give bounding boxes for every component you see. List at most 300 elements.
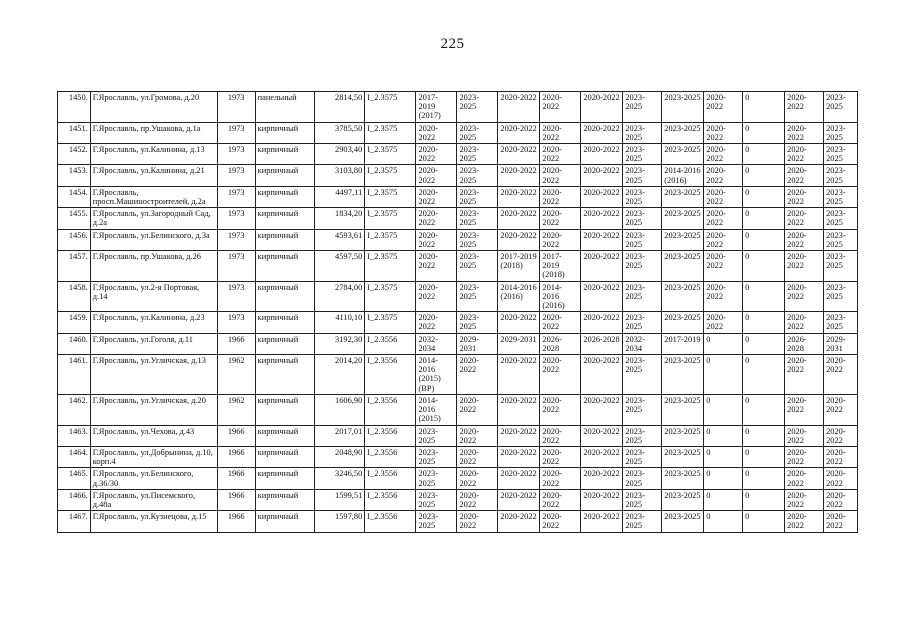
repair-period-cell: 2020-2022 xyxy=(498,468,540,489)
zero-cell: 0 xyxy=(743,281,785,312)
table-row xyxy=(58,92,858,123)
address-cell: Г.Ярославль, ул.2-я Портовая, д.14 xyxy=(90,281,217,312)
repair-period-cell: 2023-2025 xyxy=(662,251,704,282)
repair-period-cell: 2023-2025 xyxy=(623,144,662,165)
address-cell: Г.Ярославль, просп.Машиностроителей, д.2а xyxy=(90,186,217,207)
zero-cell: 0 xyxy=(743,229,785,250)
zero-cell: 0 xyxy=(743,186,785,207)
repair-period-cell: 2023-2025 xyxy=(662,229,704,250)
page-number: 225 xyxy=(440,36,465,52)
repair-period-cell: 2023-2025 xyxy=(623,425,662,446)
repair-period-cell: 2020-2022 xyxy=(498,144,540,165)
repair-period-cell: 2020-2022 xyxy=(498,312,540,333)
repair-period-cell: 2023-2025 xyxy=(662,511,704,532)
table-row xyxy=(58,251,858,282)
repair-period-cell: 2023-2025 xyxy=(416,468,457,489)
year-cell: 1962 xyxy=(217,394,255,425)
repair-period-cell: 2023-2025 xyxy=(623,92,662,123)
repair-period-cell: 2020-2022 xyxy=(540,394,581,425)
repair-period-cell: 2020-2022 xyxy=(540,144,581,165)
repair-period-cell: 2020-2022 xyxy=(416,144,457,165)
repair-period-cell: 2023-2025 xyxy=(824,281,858,312)
row-number-cell: 1461. xyxy=(58,355,91,395)
repair-period-cell: 2020-2022 xyxy=(824,355,858,395)
repair-period-cell: 0 xyxy=(704,394,743,425)
year-cell: 1973 xyxy=(217,229,255,250)
area-cell: 4497,11 xyxy=(315,186,365,207)
repair-period-cell: 2014-2016 (2016) xyxy=(540,281,581,312)
repair-period-cell: 2020-2022 xyxy=(824,511,858,532)
area-cell: 2784,00 xyxy=(315,281,365,312)
repair-period-cell: 2020-2022 xyxy=(416,312,457,333)
repair-period-cell: 2020-2022 xyxy=(540,468,581,489)
area-cell: 2017,01 xyxy=(315,425,365,446)
repair-period-cell: 2023-2025 xyxy=(824,251,858,282)
table-row xyxy=(58,144,858,165)
repair-period-cell: 2020-2022 xyxy=(498,208,540,229)
repair-period-cell: 2020-2022 xyxy=(824,468,858,489)
repair-period-cell: 2020-2022 xyxy=(704,208,743,229)
row-number-cell: 1465. xyxy=(58,468,91,489)
address-cell: Г.Ярославль, ул.Писемского, д.48а xyxy=(90,489,217,510)
code-cell: I_2.3556 xyxy=(365,446,416,467)
area-cell: 3246,50 xyxy=(315,468,365,489)
repair-period-cell: 2020-2022 xyxy=(581,92,623,123)
area-cell: 3103,80 xyxy=(315,165,365,186)
row-number-cell: 1457. xyxy=(58,251,91,282)
repair-period-cell: 2026-2028 xyxy=(785,333,824,354)
wall-material-cell: кирпичный xyxy=(255,122,314,143)
repair-period-cell: 2020-2022 xyxy=(581,165,623,186)
zero-cell: 0 xyxy=(743,92,785,123)
repair-period-cell: 2026-2028 xyxy=(581,333,623,354)
area-cell: 2903,40 xyxy=(315,144,365,165)
repair-period-cell: 0 xyxy=(704,333,743,354)
address-cell: Г.Ярославль, ул.Белинского, д.36/30 xyxy=(90,468,217,489)
repair-period-cell: 2023-2025 xyxy=(662,92,704,123)
repair-period-cell: 2020-2022 xyxy=(457,394,498,425)
repair-period-cell: 2023-2025 xyxy=(457,281,498,312)
repair-period-cell: 2017-2019 (2017) xyxy=(416,92,457,123)
wall-material-cell: кирпичный xyxy=(255,208,314,229)
repair-period-cell: 2020-2022 xyxy=(824,425,858,446)
repair-period-cell: 2023-2025 xyxy=(824,122,858,143)
repair-period-cell: 2020-2022 xyxy=(785,489,824,510)
address-cell: Г.Ярославль, ул.Угличская, д.13 xyxy=(90,355,217,395)
year-cell: 1973 xyxy=(217,251,255,282)
repair-period-cell: 2020-2022 xyxy=(785,468,824,489)
repair-period-cell: 2020-2022 xyxy=(824,394,858,425)
wall-material-cell: кирпичный xyxy=(255,333,314,354)
repair-period-cell: 2017-2019 xyxy=(662,333,704,354)
repair-period-cell: 2029-2031 xyxy=(457,333,498,354)
repair-period-cell: 2023-2025 xyxy=(824,186,858,207)
repair-period-cell: 2023-2025 xyxy=(662,355,704,395)
address-cell: Г.Ярославль, ул.Белинского, д.3а xyxy=(90,229,217,250)
wall-material-cell: кирпичный xyxy=(255,511,314,532)
repair-period-cell: 2020-2022 xyxy=(581,446,623,467)
repair-period-cell: 2020-2022 xyxy=(581,144,623,165)
housing-register-table xyxy=(57,91,858,533)
repair-period-cell: 2020-2022 xyxy=(785,394,824,425)
code-cell: I_2.3556 xyxy=(365,394,416,425)
zero-cell: 0 xyxy=(743,489,785,510)
repair-period-cell: 2020-2022 xyxy=(498,425,540,446)
repair-period-cell: 2020-2022 xyxy=(785,251,824,282)
repair-period-cell: 2020-2022 xyxy=(704,186,743,207)
repair-period-cell: 2014-2016 (2016) xyxy=(498,281,540,312)
year-cell: 1966 xyxy=(217,489,255,510)
year-cell: 1966 xyxy=(217,468,255,489)
repair-period-cell: 2023-2025 xyxy=(662,394,704,425)
repair-period-cell: 2023-2025 xyxy=(623,394,662,425)
address-cell: Г.Ярославль, ул.Угличская, д.20 xyxy=(90,394,217,425)
repair-period-cell: 2023-2025 xyxy=(457,251,498,282)
row-number-cell: 1451. xyxy=(58,122,91,143)
repair-period-cell: 0 xyxy=(704,425,743,446)
repair-period-cell: 2020-2022 xyxy=(416,208,457,229)
repair-period-cell: 2020-2022 xyxy=(540,186,581,207)
repair-period-cell: 2020-2022 xyxy=(704,92,743,123)
repair-period-cell: 2020-2022 xyxy=(540,355,581,395)
wall-material-cell: кирпичный xyxy=(255,489,314,510)
repair-period-cell: 2020-2022 xyxy=(416,229,457,250)
table-row xyxy=(58,165,858,186)
code-cell: I_2.3556 xyxy=(365,468,416,489)
repair-period-cell: 2020-2022 xyxy=(785,92,824,123)
repair-period-cell: 2020-2022 xyxy=(498,446,540,467)
area-cell: 2048,90 xyxy=(315,446,365,467)
address-cell: Г.Ярославль, ул.Калинина, д.13 xyxy=(90,144,217,165)
zero-cell: 0 xyxy=(743,468,785,489)
repair-period-cell: 2023-2025 xyxy=(623,208,662,229)
repair-period-cell: 2014-2016 (2016) xyxy=(662,165,704,186)
repair-period-cell: 2020-2022 xyxy=(581,489,623,510)
area-cell: 2014,20 xyxy=(315,355,365,395)
area-cell: 1599,51 xyxy=(315,489,365,510)
repair-period-cell: 2020-2022 xyxy=(498,165,540,186)
repair-period-cell: 0 xyxy=(704,511,743,532)
repair-period-cell: 2023-2025 xyxy=(457,165,498,186)
repair-period-cell: 2020-2022 xyxy=(785,208,824,229)
repair-period-cell: 2020-2022 xyxy=(498,355,540,395)
repair-period-cell: 2020-2022 xyxy=(498,511,540,532)
repair-period-cell: 2020-2022 xyxy=(581,312,623,333)
repair-period-cell: 2020-2022 xyxy=(581,394,623,425)
repair-period-cell: 2020-2022 xyxy=(416,165,457,186)
repair-period-cell: 2020-2022 xyxy=(498,229,540,250)
repair-period-cell: 2023-2025 xyxy=(824,144,858,165)
wall-material-cell: кирпичный xyxy=(255,425,314,446)
zero-cell: 0 xyxy=(743,394,785,425)
table-row xyxy=(58,489,858,510)
repair-period-cell: 2023-2025 xyxy=(662,208,704,229)
repair-period-cell: 2023-2025 xyxy=(824,92,858,123)
zero-cell: 0 xyxy=(743,425,785,446)
repair-period-cell: 2020-2022 xyxy=(581,355,623,395)
repair-period-cell: 2020-2022 xyxy=(704,281,743,312)
repair-period-cell: 2020-2022 xyxy=(824,446,858,467)
address-cell: Г.Ярославль, ул.Чехова, д.43 xyxy=(90,425,217,446)
address-cell: Г.Ярославль, ул.Громова, д.20 xyxy=(90,92,217,123)
address-cell: Г.Ярославль, ул.Добрынина, д.10, корп.4 xyxy=(90,446,217,467)
repair-period-cell: 0 xyxy=(704,468,743,489)
repair-period-cell: 2020-2022 xyxy=(498,92,540,123)
area-cell: 1606,90 xyxy=(315,394,365,425)
repair-period-cell: 2017-2019 (2018) xyxy=(540,251,581,282)
repair-period-cell: 2020-2022 xyxy=(581,122,623,143)
table-row xyxy=(58,425,858,446)
repair-period-cell: 2023-2025 xyxy=(623,186,662,207)
repair-period-cell: 2020-2022 xyxy=(540,446,581,467)
wall-material-cell: кирпичный xyxy=(255,355,314,395)
year-cell: 1973 xyxy=(217,92,255,123)
repair-period-cell: 2020-2022 xyxy=(581,208,623,229)
repair-period-cell: 2023-2025 xyxy=(623,122,662,143)
repair-period-cell: 2029-2031 xyxy=(824,333,858,354)
wall-material-cell: кирпичный xyxy=(255,446,314,467)
repair-period-cell: 2023-2025 xyxy=(662,122,704,143)
year-cell: 1962 xyxy=(217,355,255,395)
table-row xyxy=(58,229,858,250)
repair-period-cell: 2023-2025 xyxy=(662,489,704,510)
year-cell: 1973 xyxy=(217,312,255,333)
code-cell: I_2.3575 xyxy=(365,144,416,165)
year-cell: 1973 xyxy=(217,281,255,312)
repair-period-cell: 2020-2022 xyxy=(540,425,581,446)
zero-cell: 0 xyxy=(743,144,785,165)
row-number-cell: 1462. xyxy=(58,394,91,425)
repair-period-cell: 2020-2022 xyxy=(704,312,743,333)
repair-period-cell: 2023-2025 xyxy=(623,355,662,395)
wall-material-cell: кирпичный xyxy=(255,281,314,312)
zero-cell: 0 xyxy=(743,333,785,354)
repair-period-cell: 2023-2025 xyxy=(824,312,858,333)
repair-period-cell: 2020-2022 xyxy=(540,122,581,143)
row-number-cell: 1452. xyxy=(58,144,91,165)
repair-period-cell: 2023-2025 xyxy=(662,468,704,489)
repair-period-cell: 2020-2022 xyxy=(498,186,540,207)
row-number-cell: 1466. xyxy=(58,489,91,510)
row-number-cell: 1454. xyxy=(58,186,91,207)
table-row xyxy=(58,333,858,354)
repair-period-cell: 2020-2022 xyxy=(704,165,743,186)
row-number-cell: 1467. xyxy=(58,511,91,532)
area-cell: 4593,61 xyxy=(315,229,365,250)
code-cell: I_2.3556 xyxy=(365,511,416,532)
table-row xyxy=(58,511,858,532)
table-row xyxy=(58,312,858,333)
repair-period-cell: 2020-2022 xyxy=(540,511,581,532)
repair-period-cell: 2023-2025 xyxy=(457,208,498,229)
wall-material-cell: кирпичный xyxy=(255,165,314,186)
repair-period-cell: 2023-2025 xyxy=(457,229,498,250)
row-number-cell: 1453. xyxy=(58,165,91,186)
repair-period-cell: 2032-2034 xyxy=(623,333,662,354)
repair-period-cell: 2020-2022 xyxy=(416,281,457,312)
repair-period-cell: 2020-2022 xyxy=(498,122,540,143)
row-number-cell: 1463. xyxy=(58,425,91,446)
repair-period-cell: 2029-2031 xyxy=(498,333,540,354)
year-cell: 1973 xyxy=(217,208,255,229)
wall-material-cell: кирпичный xyxy=(255,251,314,282)
repair-period-cell: 2020-2022 xyxy=(785,312,824,333)
wall-material-cell: панельный xyxy=(255,92,314,123)
repair-period-cell: 2020-2022 xyxy=(581,251,623,282)
row-number-cell: 1464. xyxy=(58,446,91,467)
zero-cell: 0 xyxy=(743,208,785,229)
repair-period-cell: 2014-2016 (2015) (ВР) xyxy=(416,355,457,395)
table-row xyxy=(58,122,858,143)
repair-period-cell: 2023-2025 xyxy=(416,425,457,446)
code-cell: I_2.3556 xyxy=(365,425,416,446)
repair-period-cell: 2020-2022 xyxy=(581,186,623,207)
repair-period-cell: 2023-2025 xyxy=(457,186,498,207)
repair-period-cell: 2023-2025 xyxy=(623,229,662,250)
area-cell: 4597,50 xyxy=(315,251,365,282)
repair-period-cell: 0 xyxy=(704,446,743,467)
repair-period-cell: 2014-2016 (2015) xyxy=(416,394,457,425)
table-row xyxy=(58,186,858,207)
table-row xyxy=(58,468,858,489)
code-cell: I_2.3575 xyxy=(365,92,416,123)
repair-period-cell: 2023-2025 xyxy=(416,489,457,510)
table-row xyxy=(58,355,858,395)
repair-period-cell: 2020-2022 xyxy=(457,511,498,532)
zero-cell: 0 xyxy=(743,312,785,333)
repair-period-cell: 2020-2022 xyxy=(785,229,824,250)
repair-period-cell: 2023-2025 xyxy=(662,446,704,467)
row-number-cell: 1459. xyxy=(58,312,91,333)
repair-period-cell: 2020-2022 xyxy=(498,394,540,425)
repair-period-cell: 2032-2034 xyxy=(416,333,457,354)
repair-period-cell: 2023-2025 xyxy=(662,144,704,165)
repair-period-cell: 2020-2022 xyxy=(581,468,623,489)
repair-period-cell: 2023-2025 xyxy=(824,165,858,186)
repair-period-cell: 2020-2022 xyxy=(704,251,743,282)
repair-period-cell: 2023-2025 xyxy=(623,251,662,282)
code-cell: I_2.3575 xyxy=(365,251,416,282)
repair-period-cell: 2023-2025 xyxy=(662,425,704,446)
repair-period-cell: 2020-2022 xyxy=(785,186,824,207)
repair-period-cell: 2023-2025 xyxy=(623,489,662,510)
address-cell: Г.Ярославль, ул.Загородный Сад, д.2а xyxy=(90,208,217,229)
code-cell: I_2.3556 xyxy=(365,355,416,395)
repair-period-cell: 2020-2022 xyxy=(540,489,581,510)
code-cell: I_2.3575 xyxy=(365,281,416,312)
repair-period-cell: 2020-2022 xyxy=(785,122,824,143)
repair-period-cell: 2020-2022 xyxy=(416,122,457,143)
repair-period-cell: 2020-2022 xyxy=(785,425,824,446)
year-cell: 1973 xyxy=(217,122,255,143)
year-cell: 1966 xyxy=(217,511,255,532)
repair-period-cell: 2020-2022 xyxy=(704,229,743,250)
repair-period-cell: 2020-2022 xyxy=(457,446,498,467)
address-cell: Г.Ярославль, пр.Ушакова, д.26 xyxy=(90,251,217,282)
year-cell: 1973 xyxy=(217,165,255,186)
repair-period-cell: 2020-2022 xyxy=(416,186,457,207)
repair-period-cell: 2023-2025 xyxy=(623,511,662,532)
repair-period-cell: 2023-2025 xyxy=(623,468,662,489)
address-cell: Г.Ярославль, ул.Калинина, д.21 xyxy=(90,165,217,186)
address-cell: Г.Ярославль, ул.Калинина, д.23 xyxy=(90,312,217,333)
repair-period-cell: 2020-2022 xyxy=(581,229,623,250)
wall-material-cell: кирпичный xyxy=(255,394,314,425)
repair-period-cell: 2023-2025 xyxy=(457,122,498,143)
wall-material-cell: кирпичный xyxy=(255,144,314,165)
repair-period-cell: 2020-2022 xyxy=(785,281,824,312)
area-cell: 3192,30 xyxy=(315,333,365,354)
repair-period-cell: 2020-2022 xyxy=(581,281,623,312)
repair-period-cell: 2020-2022 xyxy=(498,489,540,510)
repair-period-cell: 0 xyxy=(704,355,743,395)
table-row xyxy=(58,281,858,312)
repair-period-cell: 2023-2025 xyxy=(623,281,662,312)
year-cell: 1973 xyxy=(217,144,255,165)
repair-period-cell: 2020-2022 xyxy=(785,144,824,165)
repair-period-cell: 2020-2022 xyxy=(785,446,824,467)
zero-cell: 0 xyxy=(743,122,785,143)
repair-period-cell: 2023-2025 xyxy=(457,144,498,165)
repair-period-cell: 2020-2022 xyxy=(457,355,498,395)
repair-period-cell: 2020-2022 xyxy=(785,355,824,395)
repair-period-cell: 2020-2022 xyxy=(540,92,581,123)
repair-period-cell: 2020-2022 xyxy=(416,251,457,282)
wall-material-cell: кирпичный xyxy=(255,186,314,207)
repair-period-cell: 2023-2025 xyxy=(416,446,457,467)
repair-period-cell: 2023-2025 xyxy=(457,92,498,123)
repair-period-cell: 2020-2022 xyxy=(540,312,581,333)
repair-period-cell: 2020-2022 xyxy=(540,165,581,186)
year-cell: 1966 xyxy=(217,333,255,354)
repair-period-cell: 2020-2022 xyxy=(785,511,824,532)
area-cell: 2814,50 xyxy=(315,92,365,123)
repair-period-cell: 2023-2025 xyxy=(662,186,704,207)
address-cell: Г.Ярославль, пр.Ушакова, д.1а xyxy=(90,122,217,143)
repair-period-cell: 2020-2022 xyxy=(824,489,858,510)
code-cell: I_2.3575 xyxy=(365,229,416,250)
code-cell: I_2.3575 xyxy=(365,208,416,229)
repair-period-cell: 2026-2028 xyxy=(540,333,581,354)
repair-period-cell: 2020-2022 xyxy=(540,229,581,250)
repair-period-cell: 2020-2022 xyxy=(704,144,743,165)
row-number-cell: 1450. xyxy=(58,92,91,123)
area-cell: 4110,10 xyxy=(315,312,365,333)
code-cell: I_2.3575 xyxy=(365,312,416,333)
area-cell: 1834,20 xyxy=(315,208,365,229)
repair-period-cell: 2023-2025 xyxy=(623,165,662,186)
repair-period-cell: 2020-2022 xyxy=(704,122,743,143)
code-cell: I_2.3575 xyxy=(365,122,416,143)
zero-cell: 0 xyxy=(743,446,785,467)
repair-period-cell: 0 xyxy=(704,489,743,510)
repair-period-cell: 2023-2025 xyxy=(623,446,662,467)
zero-cell: 0 xyxy=(743,355,785,395)
repair-period-cell: 2020-2022 xyxy=(540,208,581,229)
repair-period-cell: 2020-2022 xyxy=(581,425,623,446)
year-cell: 1966 xyxy=(217,446,255,467)
code-cell: I_2.3575 xyxy=(365,186,416,207)
repair-period-cell: 2020-2022 xyxy=(457,425,498,446)
repair-period-cell: 2023-2025 xyxy=(457,312,498,333)
year-cell: 1966 xyxy=(217,425,255,446)
row-number-cell: 1460. xyxy=(58,333,91,354)
zero-cell: 0 xyxy=(743,165,785,186)
wall-material-cell: кирпичный xyxy=(255,468,314,489)
zero-cell: 0 xyxy=(743,511,785,532)
repair-period-cell: 2020-2022 xyxy=(457,468,498,489)
repair-period-cell: 2023-2025 xyxy=(416,511,457,532)
